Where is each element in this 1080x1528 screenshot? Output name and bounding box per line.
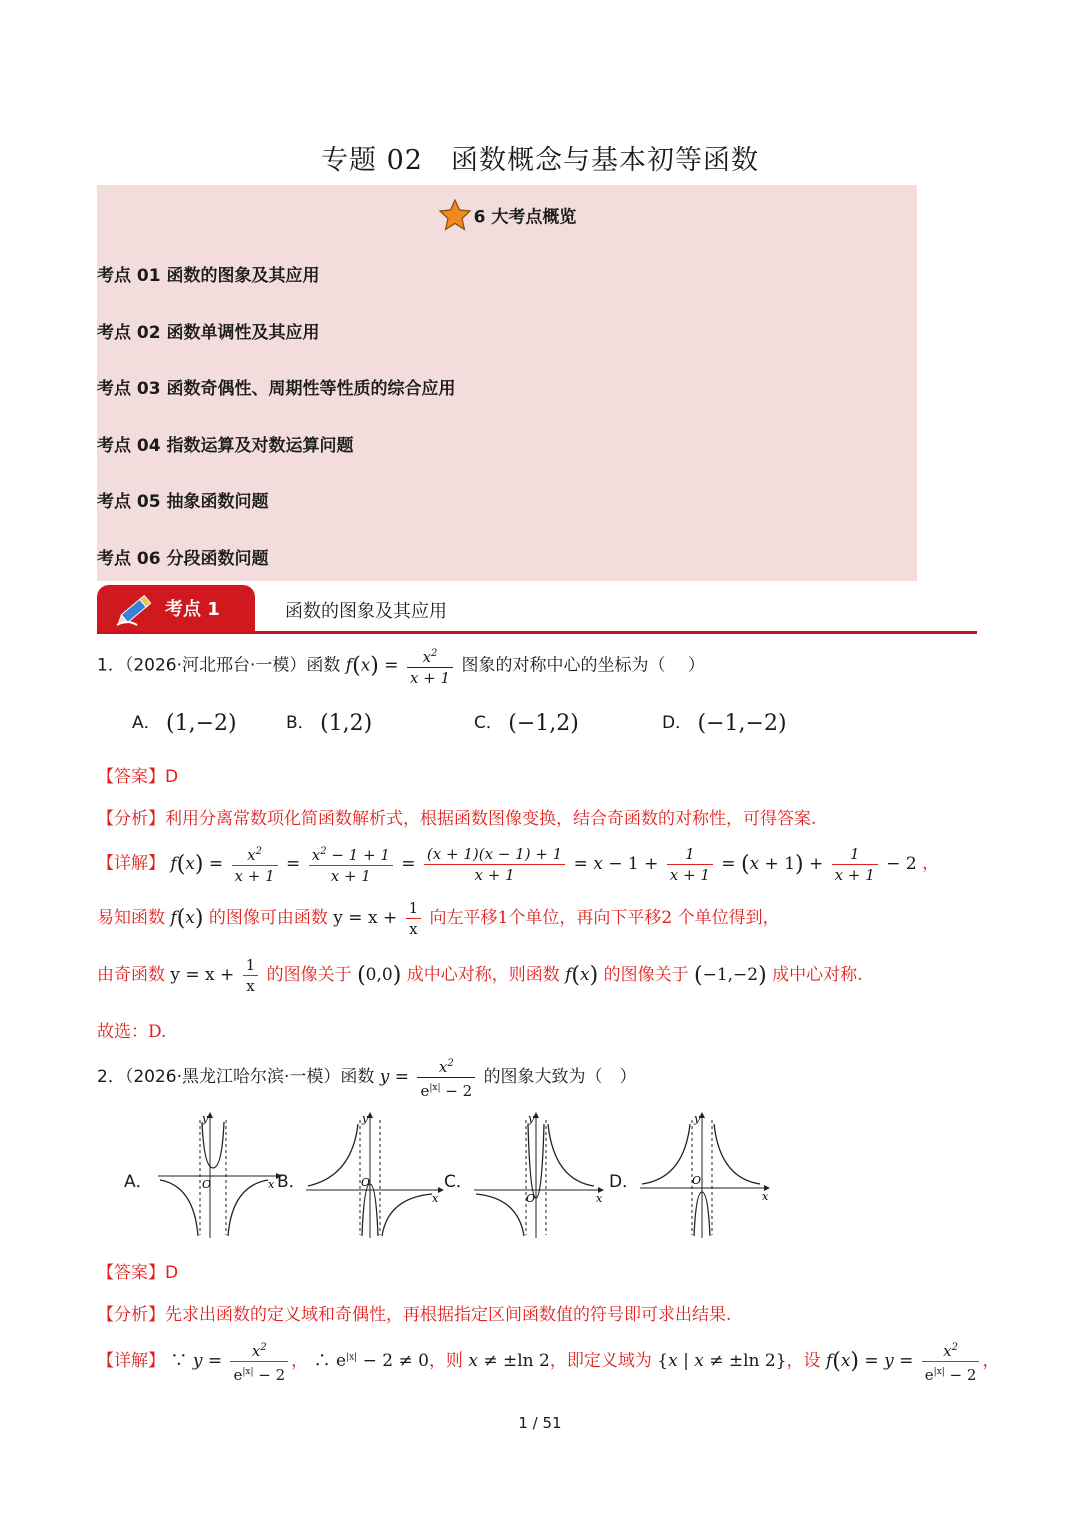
pencil-icon — [113, 589, 159, 633]
page-title: 专题 02 函数概念与基本初等函数 — [321, 145, 759, 176]
overview-item: 考点 02 函数单调性及其应用 — [97, 323, 320, 343]
question-2: 2．（2026·黑龙江哈尔滨·一模）函数 y = $\frac{x^2}{e^{|x|} - 2}$ 的图象大致为（ ） — [97, 1054, 637, 1101]
q1-detail-line2: 易知函数 f(x) 的图像可由函数 y = x + $\frac{1}{x}$ 向左平移1个单位，再向下平移2 个单位得到， — [97, 899, 780, 938]
section-tab-label: 考点 1 — [165, 599, 220, 620]
q2-answer: 【答案】D — [97, 1263, 179, 1283]
svg-text:x: x — [432, 1192, 439, 1205]
q1-option-d: D． (−1,−2) — [662, 711, 787, 736]
q1-option-c: C． (−1,2) — [474, 711, 579, 736]
q2-graph-options — [124, 1110, 784, 1240]
q1-analysis: 【分析】利用分离常数项化简函数解析式，根据函数图像变换，结合奇函数的对称性，可得答案. — [97, 809, 817, 829]
section-heading: 函数的图象及其应用 — [285, 601, 447, 622]
q1-choose: 故选：D. — [97, 1022, 167, 1042]
q2-option-c-label: C． — [444, 1172, 473, 1192]
svg-text:O: O — [202, 1178, 212, 1191]
overview-item: 考点 06 分段函数问题 — [97, 549, 269, 569]
q1-fraction: $\frac{x^2}{x + 1}$ — [407, 644, 453, 688]
svg-text:y: y — [202, 1112, 209, 1125]
svg-text:y: y — [528, 1112, 535, 1125]
svg-text:x: x — [762, 1190, 769, 1203]
question-1: 1．（2026·河北邢台·一模）函数 f(x) = $\frac{x^2}{x + 1}$ 图象的对称中心的坐标为（ ） — [97, 644, 705, 688]
q1-option-b: B． (1,2) — [286, 711, 373, 736]
q2-option-b-label: B． — [277, 1172, 306, 1192]
section-rule — [97, 631, 977, 634]
overview-item: 考点 03 函数奇偶性、周期性等性质的综合应用 — [97, 379, 456, 399]
overview-item: 考点 04 指数运算及对数运算问题 — [97, 436, 354, 456]
overview-item: 考点 05 抽象函数问题 — [97, 492, 269, 512]
q2-detail: 【详解】 ∵ y = $\frac{x^2}{e^{|x|} - 2}$ ， ∴ $e^{|x|} - 2 \ne 0$，则 x ≠ ±ln 2，即定义域为 {x | x ≠ ±ln 2}，设 f(x) = y = $\frac{x^2}{e^{|x|} - 2}$ ， — [97, 1338, 999, 1385]
page-number: 1 / 51 — [518, 1414, 562, 1432]
overview-panel — [97, 185, 917, 581]
svg-text:O: O — [692, 1174, 702, 1187]
q1-option-a: A． (1,−2) — [132, 711, 237, 736]
overview-heading: 6 大考点概览 — [97, 199, 917, 236]
svg-text:O: O — [526, 1192, 536, 1205]
section-banner — [97, 585, 977, 635]
q2-graph-d — [638, 1110, 774, 1240]
q2-graph-b — [304, 1110, 444, 1240]
svg-text:O: O — [361, 1176, 371, 1189]
q2-graph-a — [156, 1110, 286, 1240]
svg-text:x: x — [268, 1178, 275, 1191]
q2-option-d-label: D． — [609, 1172, 640, 1192]
q1-answer: 【答案】D — [97, 767, 179, 787]
svg-text:y: y — [694, 1112, 701, 1125]
q2-graph-c — [472, 1110, 608, 1240]
q2-analysis: 【分析】先求出函数的定义域和奇偶性，再根据指定区间函数值的符号即可求出结果. — [97, 1305, 732, 1325]
q1-detail: 【详解】 f(x) = $\frac{x^2}{x + 1}$ = $\frac{x^2 - 1 + 1}{x + 1}$ = $\frac{(x + 1)(x - 1) + 1}{x + 1}$ = x − 1 + $\frac{1}{x + 1}$ = (x + 1) + $\frac{1}{x + 1}$ − 2 ， — [97, 842, 939, 886]
section-tab — [97, 585, 255, 632]
star-icon — [438, 199, 472, 236]
q1-detail-line3: 由奇函数 y = x + $\frac{1}{x}$ 的图像关于 (0,0) 成中心对称，则函数 f(x) 的图像关于 (−1,−2) 成中心对称. — [97, 956, 863, 995]
svg-text:x: x — [596, 1192, 603, 1205]
svg-text:y: y — [362, 1112, 369, 1125]
q2-option-a-label: A． — [124, 1172, 153, 1192]
overview-item: 考点 01 函数的图象及其应用 — [97, 266, 320, 286]
